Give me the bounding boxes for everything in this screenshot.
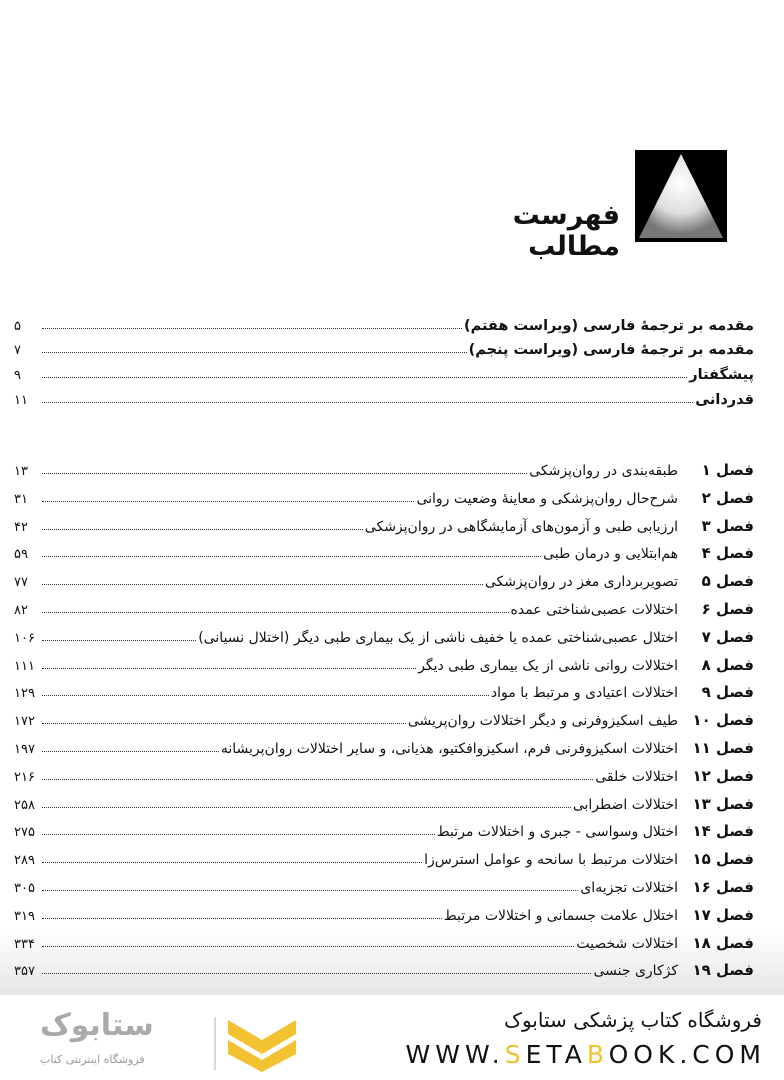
chapter-number: فصل ۹ xyxy=(701,683,754,702)
dot-leader xyxy=(42,351,467,353)
page-number: ۳۱۹ xyxy=(14,908,35,924)
page-number: ۳۱ xyxy=(14,491,28,507)
page-number: ۱۷۲ xyxy=(14,714,35,730)
chapter-number: فصل ۱۴ xyxy=(692,822,754,841)
page-number: ۱۲۹ xyxy=(14,686,35,702)
chapter-title: طیف اسکیزوفرنی و دیگر اختلالات روان‌پریشی xyxy=(407,713,678,730)
toc-entry[interactable] xyxy=(14,336,754,358)
chapter-title: اختلالات عصبی‌شناختی عمده xyxy=(510,602,678,618)
page-number: ۴۲ xyxy=(14,519,28,535)
dot-leader xyxy=(42,889,578,891)
shop-name: فروشگاه کتاب پزشکی ستابوک xyxy=(504,1008,762,1032)
page-number: ۲۷۵ xyxy=(14,825,35,841)
page-number: ۹ xyxy=(14,368,21,383)
chapter-entry[interactable] xyxy=(14,624,754,646)
chapter-entry[interactable] xyxy=(14,568,754,590)
chapter-title: شرح‌حال روان‌پزشکی و معاینهٔ وضعیت روانی xyxy=(416,490,678,507)
page-number: ۵۹ xyxy=(14,547,28,563)
chapter-title: اختلالات روانی ناشی از یک بیماری طبی دیگر xyxy=(418,657,678,674)
chapter-title: اختلالات اعتیادی و مرتبط با مواد xyxy=(490,685,678,702)
brand-tagline: فروشگاه اینترنتی کتاب xyxy=(40,1053,145,1066)
chapter-number: فصل ۱۰ xyxy=(692,711,754,730)
chapter-entry[interactable] xyxy=(14,902,754,924)
url-part: OOK.COM xyxy=(608,1040,766,1069)
chapter-number: فصل ۲ xyxy=(701,488,754,507)
chapter-entry[interactable] xyxy=(14,791,754,813)
page-number: ۵ xyxy=(14,319,21,334)
chapter-title: اختلالات اضطرابی xyxy=(572,796,678,813)
chapter-entry[interactable] xyxy=(14,707,754,729)
chapter-entry[interactable] xyxy=(14,679,754,701)
chapter-title: طبقه‌بندی در روان‌پزشکی xyxy=(529,463,678,479)
chapter-entry[interactable] xyxy=(14,763,754,785)
dot-leader xyxy=(42,861,422,863)
page-title: فهرست مطالب xyxy=(512,200,620,262)
chapter-number: فصل ۱۲ xyxy=(692,766,754,785)
page-number: ۱۹۷ xyxy=(14,742,35,757)
entry-title: پیشگفتار xyxy=(689,367,754,383)
chapter-number: فصل ۳ xyxy=(701,516,754,535)
dot-leader xyxy=(42,917,442,919)
dot-leader xyxy=(42,472,527,474)
page-number: ۳۳۴ xyxy=(14,936,35,952)
url-part: S xyxy=(504,1040,526,1069)
entry-title: قدردانی xyxy=(695,392,754,408)
dot-leader xyxy=(42,945,574,947)
dot-leader xyxy=(42,806,571,808)
chapter-number: فصل ۱۳ xyxy=(692,794,754,813)
chapter-entry[interactable] xyxy=(14,485,754,507)
entry-title: مقدمه بر ترجمهٔ فارسی (ویراست هفتم) xyxy=(464,318,754,334)
dot-leader xyxy=(42,611,509,613)
chapter-number: فصل ۱۷ xyxy=(692,905,754,924)
page-number: ۷۷ xyxy=(14,575,28,591)
dot-leader xyxy=(42,528,363,530)
chapter-number: فصل ۶ xyxy=(701,600,754,618)
chapter-title: اختلالات شخصیت xyxy=(576,935,678,952)
toc-entry[interactable] xyxy=(14,361,754,383)
chapter-title: تصویربرداری مغز در روان‌پزشکی xyxy=(484,574,678,591)
chapter-title: اختلالات تجزیه‌ای xyxy=(580,880,678,896)
page-number: ۱۱ xyxy=(14,393,28,408)
chapter-entry[interactable] xyxy=(14,818,754,840)
dot-leader xyxy=(42,972,591,974)
chapter-number: فصل ۱۵ xyxy=(692,850,754,869)
page-number: ۲۵۸ xyxy=(14,797,35,813)
dot-leader xyxy=(42,401,693,403)
url-part: ETA xyxy=(525,1040,587,1069)
page-number: ۷ xyxy=(14,343,21,358)
dot-leader xyxy=(42,583,483,585)
chapter-number: فصل ۷ xyxy=(701,627,754,646)
chapter-title: اختلالات مرتبط با سانحه و عوامل استرس‌زا xyxy=(424,852,678,869)
dot-leader xyxy=(42,750,219,752)
chapter-number: فصل ۴ xyxy=(701,544,754,563)
chapter-entry[interactable] xyxy=(14,513,754,535)
chapter-entry[interactable] xyxy=(14,735,754,757)
page-number: ۱۳ xyxy=(14,464,28,479)
dot-leader xyxy=(42,639,196,641)
dot-leader xyxy=(42,694,489,696)
chapter-number: فصل ۵ xyxy=(701,572,754,591)
chapter-number: فصل ۱۹ xyxy=(692,961,754,980)
chapter-number: فصل ۱۸ xyxy=(692,933,754,952)
chapter-number: فصل ۱ xyxy=(701,461,754,479)
dot-leader xyxy=(42,327,462,329)
chapter-entry[interactable] xyxy=(14,874,754,896)
chapter-entry[interactable] xyxy=(14,540,754,562)
chapter-entry[interactable] xyxy=(14,596,754,618)
chapter-logo-icon xyxy=(635,150,727,242)
chapter-number: فصل ۱۶ xyxy=(692,878,754,896)
page-number: ۱۱۱ xyxy=(14,658,35,674)
chapter-title: هم‌ابتلایی و درمان طبی xyxy=(543,546,678,563)
chapter-title: ارزیابی طبی و آزمون‌های آزمایشگاهی در روان‌پزشکی xyxy=(364,518,678,535)
page-number: ۸۲ xyxy=(14,603,28,618)
chapter-title: اختلال عصبی‌شناختی عمده یا خفیف ناشی از یک بیماری طبی دیگر (اختلال نسیانی) xyxy=(198,629,678,646)
chapter-number: فصل ۸ xyxy=(701,655,754,674)
url-part: B xyxy=(586,1040,609,1069)
dot-leader xyxy=(42,376,687,378)
chapter-title: کژکاری جنسی xyxy=(593,963,678,980)
dot-leader xyxy=(42,778,593,780)
dot-leader xyxy=(42,500,414,502)
toc-entry[interactable] xyxy=(14,386,754,408)
dot-leader xyxy=(42,667,416,669)
chapter-number: فصل ۱۱ xyxy=(692,739,754,757)
chapter-title: اختلال وسواسی - جبری و اختلالات مرتبط xyxy=(436,824,678,841)
chapter-entry[interactable] xyxy=(14,957,754,979)
toc-entry[interactable] xyxy=(14,312,754,334)
shop-url[interactable] xyxy=(406,1040,766,1069)
brand-name: ستابوک xyxy=(40,1008,154,1043)
page-number: ۳۵۷ xyxy=(14,964,35,980)
page-number: ۲۸۹ xyxy=(14,853,35,869)
chapter-title: اختلال علامت جسمانی و اختلالات مرتبط xyxy=(443,907,678,924)
page-number: ۲۱۶ xyxy=(14,769,35,785)
dot-leader xyxy=(42,555,541,557)
page-number: ۳۰۵ xyxy=(14,881,35,896)
dot-leader xyxy=(42,833,435,835)
chapter-entry[interactable] xyxy=(14,846,754,868)
page-number: ۱۰۶ xyxy=(14,630,35,646)
dot-leader xyxy=(42,722,406,724)
url-part: WWW. xyxy=(405,1040,505,1069)
chapter-title: اختلالات اسکیزوفرنی فرم، اسکیزوافکتیو، هذیانی، و سایر اختلالات روان‌پریشانه xyxy=(220,741,678,757)
entry-title: مقدمه بر ترجمهٔ فارسی (ویراست پنجم) xyxy=(468,342,754,358)
chapter-entry[interactable] xyxy=(14,652,754,674)
chapter-entry[interactable] xyxy=(14,930,754,952)
chapter-entry[interactable] xyxy=(14,457,754,479)
chapter-title: اختلالات خلقی xyxy=(595,768,678,785)
